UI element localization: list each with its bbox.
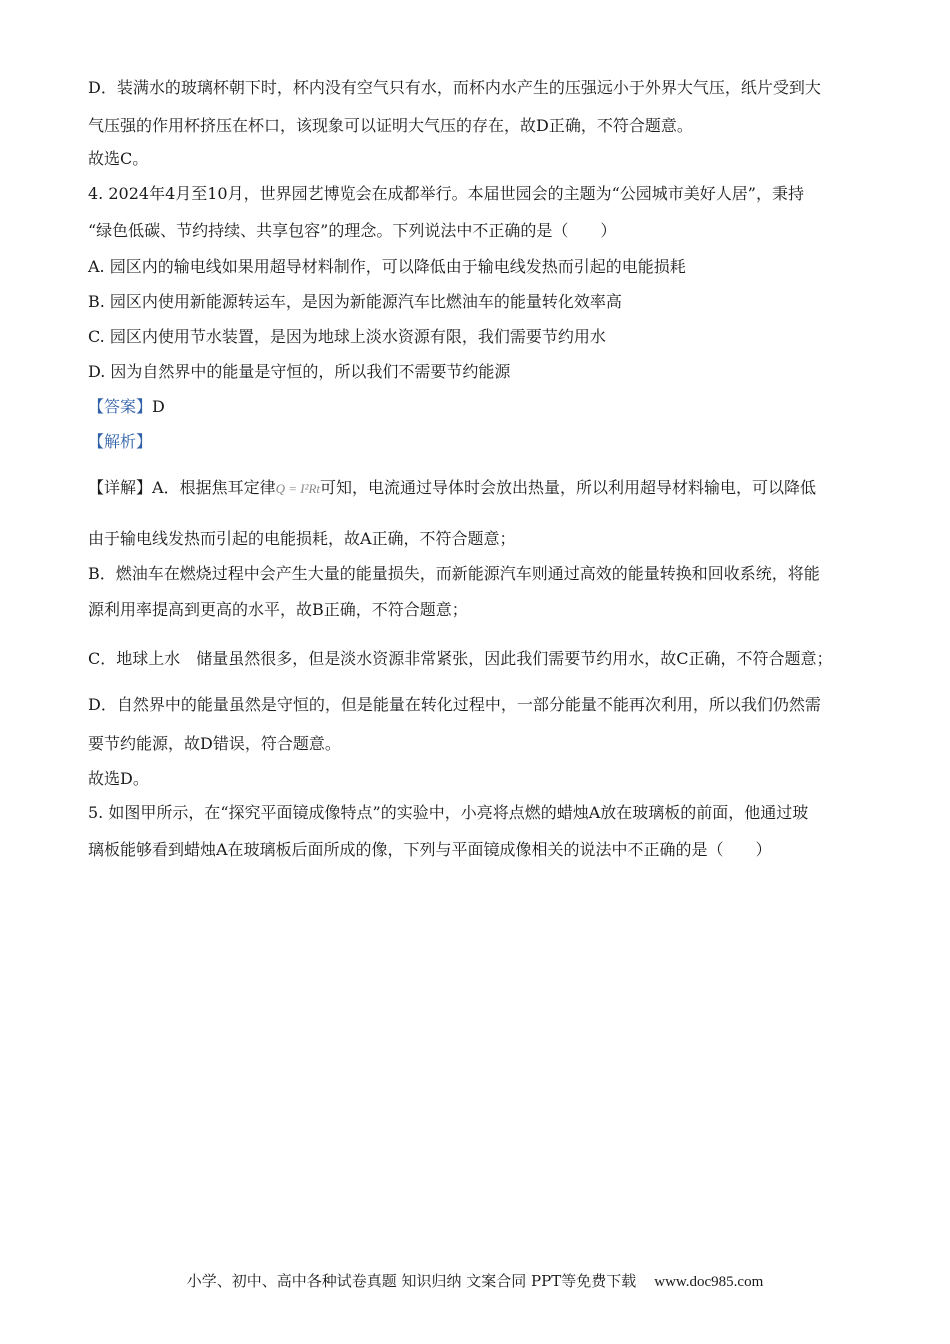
q4-detail-b-line2: 源利用率提高到更高的水平，故B正确，不符合题意； [88, 600, 468, 619]
q4-detail-c: C．地球上水 储量虽然很多，但是淡水资源非常紧张，因此我们需要节约用水，故C正确，不符合题意； [88, 649, 833, 668]
page-footer [0, 1270, 950, 1291]
q4-option-d: D. 因为自然界中的能量是守恒的，所以我们不需要节约能源 [88, 362, 511, 381]
q5-stem-line1: 5. 如图甲所示，在“探究平面镜成像特点”的实验中，小亮将点燃的蜡烛A放在玻璃板的前面，他通过玻 [88, 803, 809, 822]
q4-stem-line1: 4. 2024年4月至10月，世界园艺博览会在成都举行。本届世园会的主题为“公园城市美好人居”，秉持 [88, 184, 804, 203]
detail-label: 【详解】 [88, 478, 153, 497]
joule-formula: Q = I²Rt [275, 481, 321, 496]
q3-d-line2: 气压强的作用杯挤压在杯口，该现象可以证明大气压的存在，故D正确，不符合题意。 [88, 116, 693, 135]
q4-analysis-label: 【解析】 [88, 432, 153, 451]
q4-detail-d-line2: 要节约能源，故D错误，符合题意。 [88, 734, 341, 753]
footer-url[interactable]: www.doc985.com [654, 1274, 764, 1290]
q4-detail-a-line1 [88, 478, 816, 499]
q4-answer [88, 397, 165, 417]
detail-a-post: 可知，电流通过导体时会放出热量，所以利用超导材料输电，可以降低 [320, 478, 817, 497]
footer-text: 小学、初中、高中各种试卷真题 知识归纳 文案合同 PPT等免费下载 [186, 1272, 637, 1290]
q4-option-a: A. 园区内的输电线如果用超导材料制作，可以降低由于输电线发热而引起的电能损耗 [88, 257, 686, 276]
q4-detail-b-line1: B．燃油车在燃烧过程中会产生大量的能量损失，而新能源汽车则通过高效的能量转换和回收系统，将能 [88, 564, 820, 583]
q4-detail-a-line2: 由于输电线发热而引起的电能损耗，故A正确，不符合题意； [88, 529, 516, 548]
q4-option-c: C. 园区内使用节水装置，是因为地球上淡水资源有限，我们需要节约用水 [88, 327, 606, 346]
detail-a-pre: A．根据焦耳定律 [152, 478, 276, 497]
answer-label: 【答案】 [88, 397, 153, 416]
answer-value: D [152, 397, 165, 416]
q3-d-line1: D．装满水的玻璃杯朝下时，杯内没有空气只有水，而杯内水产生的压强远小于外界大气压，纸片受到大 [88, 78, 821, 97]
q3-conclusion: 故选C。 [88, 149, 149, 168]
q5-stem-line2: 璃板能够看到蜡烛A在玻璃板后面所成的像，下列与平面镜成像相关的说法中不正确的是（ ） [88, 840, 772, 859]
q4-stem-line2: “绿色低碳、节约持续、共享包容”的理念。下列说法中不正确的是（ ） [88, 221, 617, 240]
q4-detail-d-line1: D．自然界中的能量虽然是守恒的，但是能量在转化过程中，一部分能量不能再次利用，所以我们仍然需 [88, 695, 821, 714]
q4-option-b: B. 园区内使用新能源转运车，是因为新能源汽车比燃油车的能量转化效率高 [88, 292, 622, 311]
q4-conclusion: 故选D。 [88, 769, 149, 788]
